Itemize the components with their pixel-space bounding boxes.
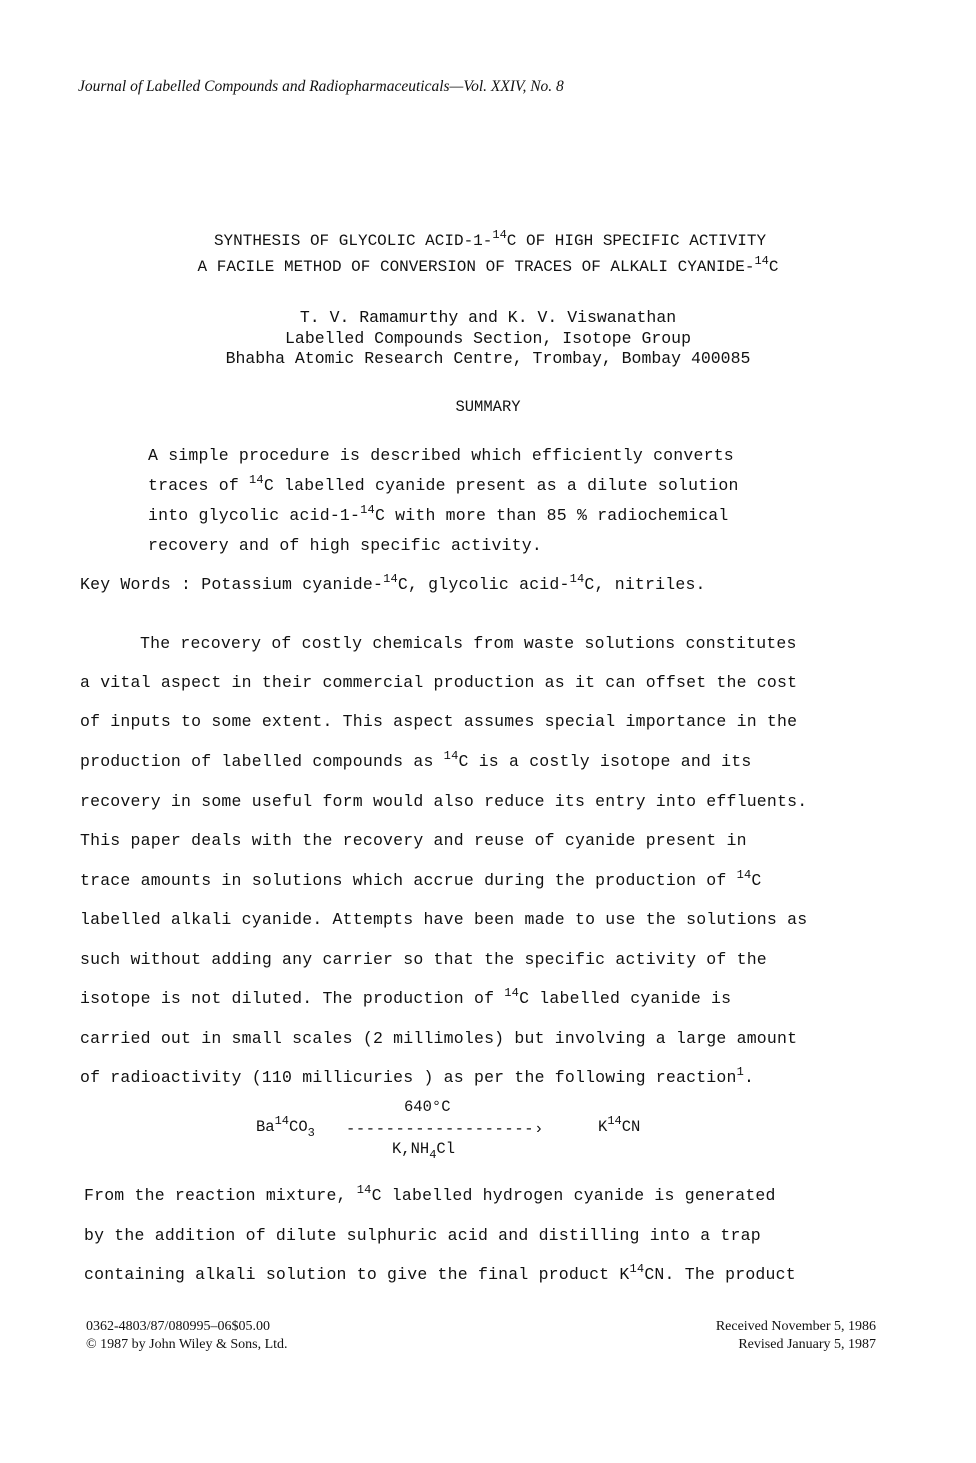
body-line-1: The recovery of costly chemicals from waste solutions constitutes xyxy=(140,634,797,653)
footer-revised: Revised January 5, 1987 xyxy=(738,1337,876,1352)
keywords-text-b: C, glycolic acid- xyxy=(397,575,570,594)
title-line-2-text-a: A FACILE METHOD OF CONVERSION OF TRACES OF ALKALI CYANIDE- xyxy=(197,258,755,276)
body-line-13-text-b: C labelled hydrogen cyanide is generated xyxy=(371,1186,776,1205)
body-line-7-text-a: trace amounts in solutions which accrue during the production of xyxy=(80,871,737,890)
title-line-2 xyxy=(0,254,976,276)
footer-copyright: © 1987 by John Wiley & Sons, Ltd. xyxy=(86,1337,288,1352)
keywords-text-a: Potassium cyanide- xyxy=(191,575,384,594)
title-line-2-text-b: C xyxy=(768,258,779,276)
body-line-9: such without adding any carrier so that the specific activity of the xyxy=(80,950,767,969)
body-line-7-text-b: C xyxy=(751,871,762,890)
body-line-6: This paper deals with the recovery and reuse of cyanide present in xyxy=(80,831,747,850)
body-line-15 xyxy=(84,1262,796,1284)
footer-received: Received November 5, 1986 xyxy=(715,1319,876,1334)
title-line-1-superscript: 14 xyxy=(492,228,507,242)
keywords-text-c: C, nitriles. xyxy=(584,575,706,594)
body-line-12-superscript: 1 xyxy=(736,1065,745,1079)
equation-reactant xyxy=(256,1114,315,1140)
equation-product-text-a: K xyxy=(598,1118,608,1136)
body-line-13-superscript: 14 xyxy=(356,1183,372,1197)
body-line-4 xyxy=(80,749,752,771)
title-line-1-text-a: SYNTHESIS OF GLYCOLIC ACID-1- xyxy=(213,232,493,250)
summary-line-3 xyxy=(148,503,729,525)
author-affiliation-2: Bhabha Atomic Research Centre, Trombay, Bombay 400085 xyxy=(225,349,751,368)
body-line-7-superscript: 14 xyxy=(736,868,752,882)
keywords-superscript-2: 14 xyxy=(569,572,585,586)
summary-line-2-text-b: C labelled cyanide present as a dilute solution xyxy=(263,476,739,495)
journal-header: Journal of Labelled Compounds and Radiopharmaceuticals—Vol. XXIV, No. 8 xyxy=(78,78,564,95)
summary-line-2 xyxy=(148,473,739,495)
footer-code: 0362-4803/87/080995–06$05.00 xyxy=(86,1319,270,1334)
equation-condition-bottom-text-a: K,NH xyxy=(392,1140,430,1158)
summary-line-2-text-a: traces of xyxy=(148,476,250,495)
title-line-1-text-b: C OF HIGH SPECIFIC ACTIVITY xyxy=(506,232,767,250)
body-line-4-superscript: 14 xyxy=(443,749,459,763)
body-line-10-text-b: C labelled cyanide is xyxy=(519,989,732,1008)
summary-line-2-superscript: 14 xyxy=(249,473,264,487)
body-line-3: of inputs to some extent. This aspect assumes special importance in the xyxy=(80,712,798,731)
body-line-4-text-b: C is a costly isotope and its xyxy=(458,752,752,771)
equation-condition-bottom-text-b: Cl xyxy=(436,1140,456,1158)
body-line-10-superscript: 14 xyxy=(504,986,520,1000)
body-line-7 xyxy=(80,868,762,890)
body-line-10 xyxy=(80,986,732,1008)
body-line-12 xyxy=(80,1065,755,1087)
body-line-11: carried out in small scales (2 millimoles) but involving a large amount xyxy=(80,1029,798,1048)
body-line-15-text-b: CN. The product xyxy=(644,1265,796,1284)
author-names: T. V. Ramamurthy and K. V. Viswanathan xyxy=(299,308,677,327)
equation-condition-top: 640°C xyxy=(404,1098,451,1116)
body-line-10-text-a: isotope is not diluted. The production of xyxy=(80,989,505,1008)
body-line-15-superscript: 14 xyxy=(629,1262,645,1276)
body-line-12-text-b: . xyxy=(744,1068,755,1087)
body-line-13 xyxy=(84,1183,776,1205)
summary-line-3-text-a: into glycolic acid-1- xyxy=(148,506,361,525)
equation-reactant-subscript: 3 xyxy=(307,1126,315,1140)
keywords-label: Key Words : xyxy=(80,575,192,594)
footer-left xyxy=(86,1318,288,1354)
summary-line-3-text-b: C with more than 85 % radiochemical xyxy=(374,506,729,525)
summary-line-3-superscript: 14 xyxy=(360,503,375,517)
body-line-12-text-a: of radioactivity (110 millicuries ) as per the following reaction xyxy=(80,1068,737,1087)
body-line-8: labelled alkali cyanide. Attempts have been made to use the solutions as xyxy=(80,910,808,929)
equation-condition-bottom-subscript: 4 xyxy=(429,1148,437,1162)
title-line-1 xyxy=(0,228,976,250)
equation-reactant-superscript: 14 xyxy=(274,1114,290,1128)
body-line-15-text-a: containing alkali solution to give the final product K xyxy=(84,1265,630,1284)
equation-reactant-text-b: CO xyxy=(289,1118,308,1136)
summary-heading: SUMMARY xyxy=(455,398,521,416)
summary-line-4: recovery and of high specific activity. xyxy=(148,536,542,555)
body-line-2: a vital aspect in their commercial production as it can offset the cost xyxy=(80,673,798,692)
keywords-line xyxy=(80,572,706,594)
body-line-13-text-a: From the reaction mixture, xyxy=(84,1186,357,1205)
keywords-superscript-1: 14 xyxy=(383,572,398,586)
equation-condition-bottom xyxy=(392,1140,456,1162)
summary-line-1: A simple procedure is described which efficiently converts xyxy=(148,446,734,465)
author-affiliation-1: Labelled Compounds Section, Isotope Group xyxy=(285,329,691,348)
equation-arrow: -------------------› xyxy=(346,1120,545,1138)
equation-product-superscript: 14 xyxy=(607,1114,622,1128)
equation-product xyxy=(598,1114,641,1136)
footer-right xyxy=(716,1318,876,1354)
equation-product-text-b: CN xyxy=(621,1118,641,1136)
equation-reactant-text-a: Ba xyxy=(256,1118,275,1136)
title-line-2-superscript: 14 xyxy=(754,254,769,268)
body-line-4-text-a: production of labelled compounds as xyxy=(80,752,444,771)
body-line-5: recovery in some useful form would also reduce its entry into effluents. xyxy=(80,792,808,811)
body-line-14: by the addition of dilute sulphuric acid and distilling into a trap xyxy=(84,1226,761,1245)
